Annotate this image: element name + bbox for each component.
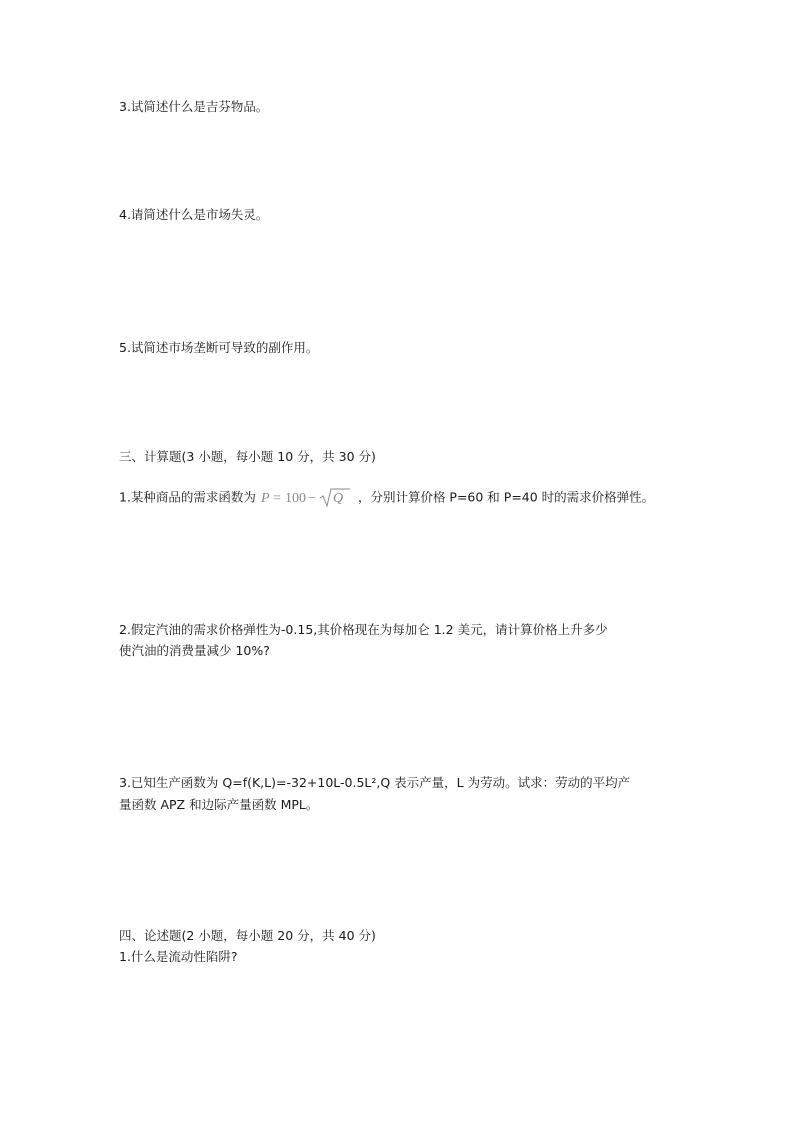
question-4-market-failure: 4.请简述什么是市场失灵。 — [119, 207, 269, 222]
essay-question-1: 1.什么是流动性陷阱? — [119, 949, 238, 964]
svg-text:−: − — [307, 491, 316, 506]
calc-question-2-line-2: 使汽油的消费量减少 10%? — [119, 643, 270, 658]
svg-text:100: 100 — [284, 491, 306, 506]
calc-question-3-line-2: 量函数 APZ 和边际产量函数 MPL。 — [119, 797, 319, 812]
question-5-monopoly-effects: 5.试简述市场垄断可导致的副作用。 — [119, 340, 319, 355]
question-3-giffen-goods: 3.试简述什么是吉芬物品。 — [119, 99, 269, 114]
calc-question-1-before: 1.某种商品的需求函数为 — [119, 489, 256, 505]
calc-question-3-line-1: 3.已知生产函数为 Q=f(K,L)=-32+10L-0.5L²,Q 表示产量，L 为劳动。试求：劳动的平均产 — [119, 775, 631, 790]
demand-function-formula — [260, 487, 354, 509]
svg-text:P: P — [260, 491, 270, 506]
svg-text:=: = — [272, 491, 281, 506]
calc-question-2-line-1: 2.假定汽油的需求价格弹性为-0.15,其价格现在为每加仑 1.2 美元，请计算价格上升多少 — [119, 622, 608, 637]
calc-question-1-after: ，分别计算价格 P=60 和 P=40 时的需求价格弹性。 — [357, 489, 655, 505]
section-4-heading: 四、论述题(2 小题，每小题 20 分，共 40 分) — [119, 928, 376, 943]
calc-question-1 — [119, 487, 654, 509]
section-3-heading: 三、计算题(3 小题，每小题 10 分，共 30 分) — [119, 449, 376, 464]
svg-text:Q: Q — [332, 491, 344, 506]
